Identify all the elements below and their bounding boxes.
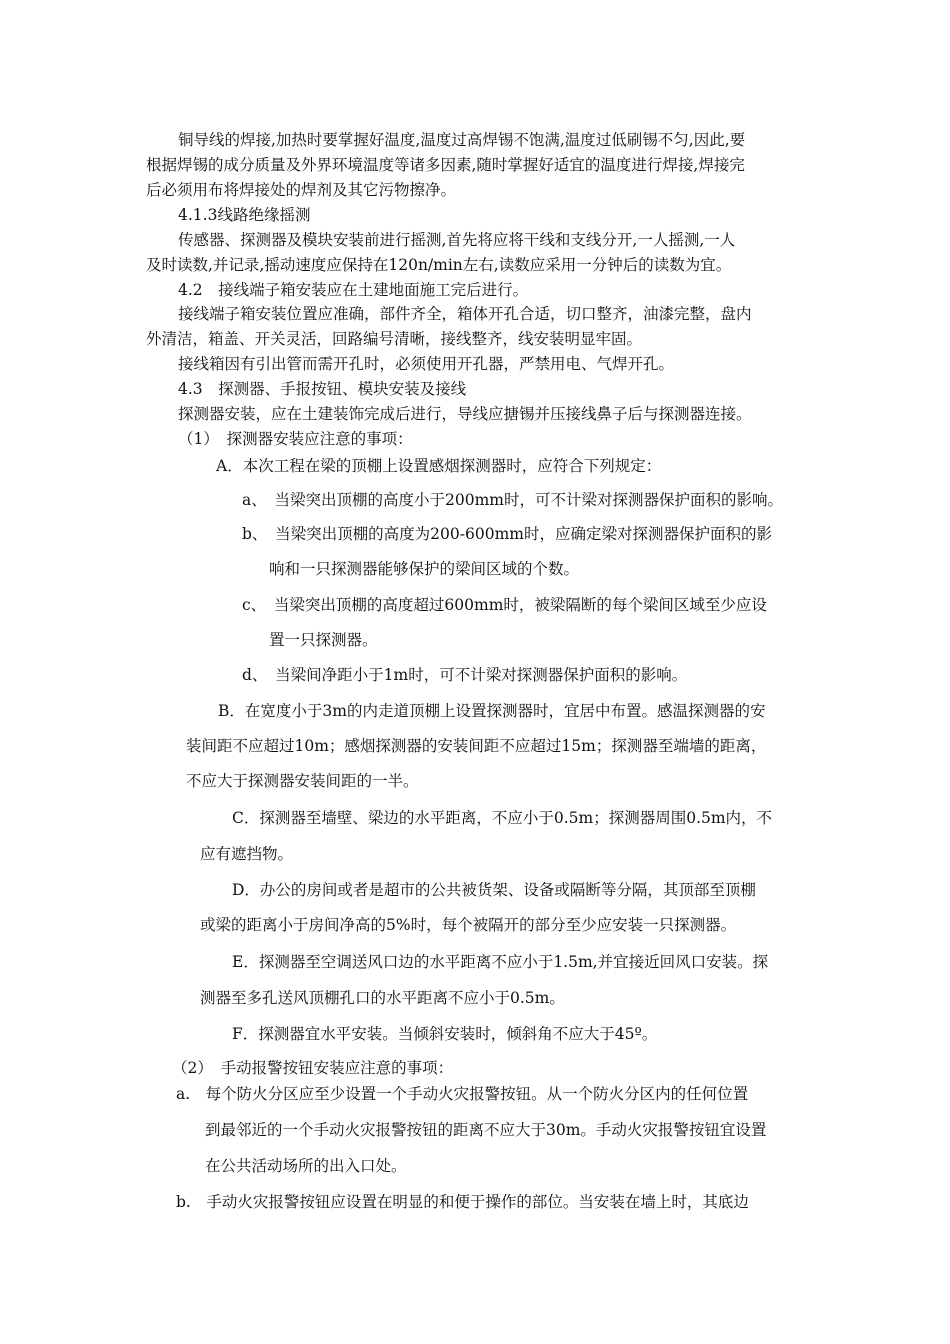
list-item: b、 当梁突出顶棚的高度为200-600mm时，应确定梁对探测器保护面积的影	[242, 525, 772, 543]
text-line: C．探测器至墙壁、梁边的水平距离，不应小于0.5m；探测器周围0.5m内，不	[232, 809, 773, 827]
list-item: a、 当梁突出顶棚的高度小于200mm时，可不计梁对探测器保护面积的影响。	[242, 491, 783, 509]
subsection-heading: （1） 探测器安装应注意的事项：	[178, 430, 413, 448]
text-line: E．探测器至空调送风口边的水平距离不应小于1.5m,并宜接近回风口安装。探	[232, 953, 769, 971]
text-line: 探测器安装，应在土建装饰完成后进行，导线应搪锡并压接线鼻子后与探测器连接。	[178, 405, 752, 423]
text-line: 或梁的距离小于房间净高的5%时，每个被隔开的部分至少应安装一只探测器。	[200, 916, 737, 934]
text-line: 后必须用布将焊接处的焊剂及其它污物擦净。	[146, 181, 457, 199]
list-item: c、 当梁突出顶棚的高度超过600mm时，被梁隔断的每个梁间区域至少应设	[242, 596, 767, 614]
list-item-continuation: 响和一只探测器能够保护的梁间区域的个数。	[269, 560, 580, 578]
section-heading: 4.1.3线路绝缘摇测	[178, 206, 311, 224]
text-line: D．办公的房间或者是超市的公共被货架、设备或隔断等分隔，其顶部至顶棚	[232, 881, 756, 899]
section-heading: 4.3 探测器、手报按钮、模块安装及接线	[178, 380, 467, 398]
list-item-continuation: 到最邻近的一个手动火灾报警按钮的距离不应大于30m。手动火灾报警按钮宜设置	[205, 1121, 767, 1139]
text-line: 铜导线的焊接,加热时要掌握好温度,温度过高焊锡不饱满,温度过低刷锡不匀,因此,要	[178, 131, 746, 149]
text-line: 及时读数,并记录,摇动速度应保持在120n/min左右,读数应采用一分钟后的读数为宜。	[146, 256, 732, 274]
section-heading: 4.2 接线端子箱安装应在土建地面施工完后进行。	[178, 281, 529, 299]
text-line: 外清洁，箱盖、开关灵活，回路编号清晰，接线整齐，线安装明显牢固。	[146, 330, 643, 348]
text-line: 接线端子箱安装位置应准确，部件齐全，箱体开孔合适，切口整齐，油漆完整，盘内	[178, 305, 752, 323]
text-line: 传感器、探测器及模块安装前进行摇测,首先将应将干线和支线分开,一人摇测,一人	[178, 231, 736, 249]
text-line: 接线箱因有引出管而需开孔时，必须使用开孔器，严禁用电、气焊开孔。	[178, 355, 675, 373]
text-line: 装间距不应超过10m；感烟探测器的安装间距不应超过15m；探测器至端墙的距离，	[186, 737, 767, 755]
list-item: d、 当梁间净距小于1m时，可不计梁对探测器保护面积的影响。	[242, 666, 688, 684]
text-line: A．本次工程在梁的顶棚上设置感烟探测器时，应符合下列规定：	[216, 457, 662, 475]
text-line: F．探测器宜水平安装。当倾斜安装时，倾斜角不应大于45º。	[232, 1025, 658, 1043]
text-line: 根据焊锡的成分质量及外界环境温度等诸多因素,随时掌握好适宜的温度进行焊接,焊接完	[146, 156, 745, 174]
text-line: 不应大于探测器安装间距的一半。	[186, 772, 419, 790]
text-line: 测器至多孔送风顶棚孔口的水平距离不应小于0.5m。	[200, 989, 565, 1007]
subsection-heading: （2） 手动报警按钮安装应注意的事项：	[172, 1059, 454, 1077]
text-line: 应有遮挡物。	[200, 845, 294, 863]
list-item: a. 每个防火分区应至少设置一个手动火灾报警按钮。从一个防火分区内的任何位置	[176, 1085, 749, 1103]
list-item-continuation: 在公共活动场所的出入口处。	[205, 1157, 407, 1175]
list-item-continuation: 置一只探测器。	[269, 631, 378, 649]
text-line: B．在宽度小于3m的内走道顶棚上设置探测器时，宜居中布置。感温探测器的安	[218, 702, 766, 720]
list-item: b. 手动火灾报警按钮应设置在明显的和便于操作的部位。当安装在墙上时，其底边	[176, 1193, 749, 1211]
